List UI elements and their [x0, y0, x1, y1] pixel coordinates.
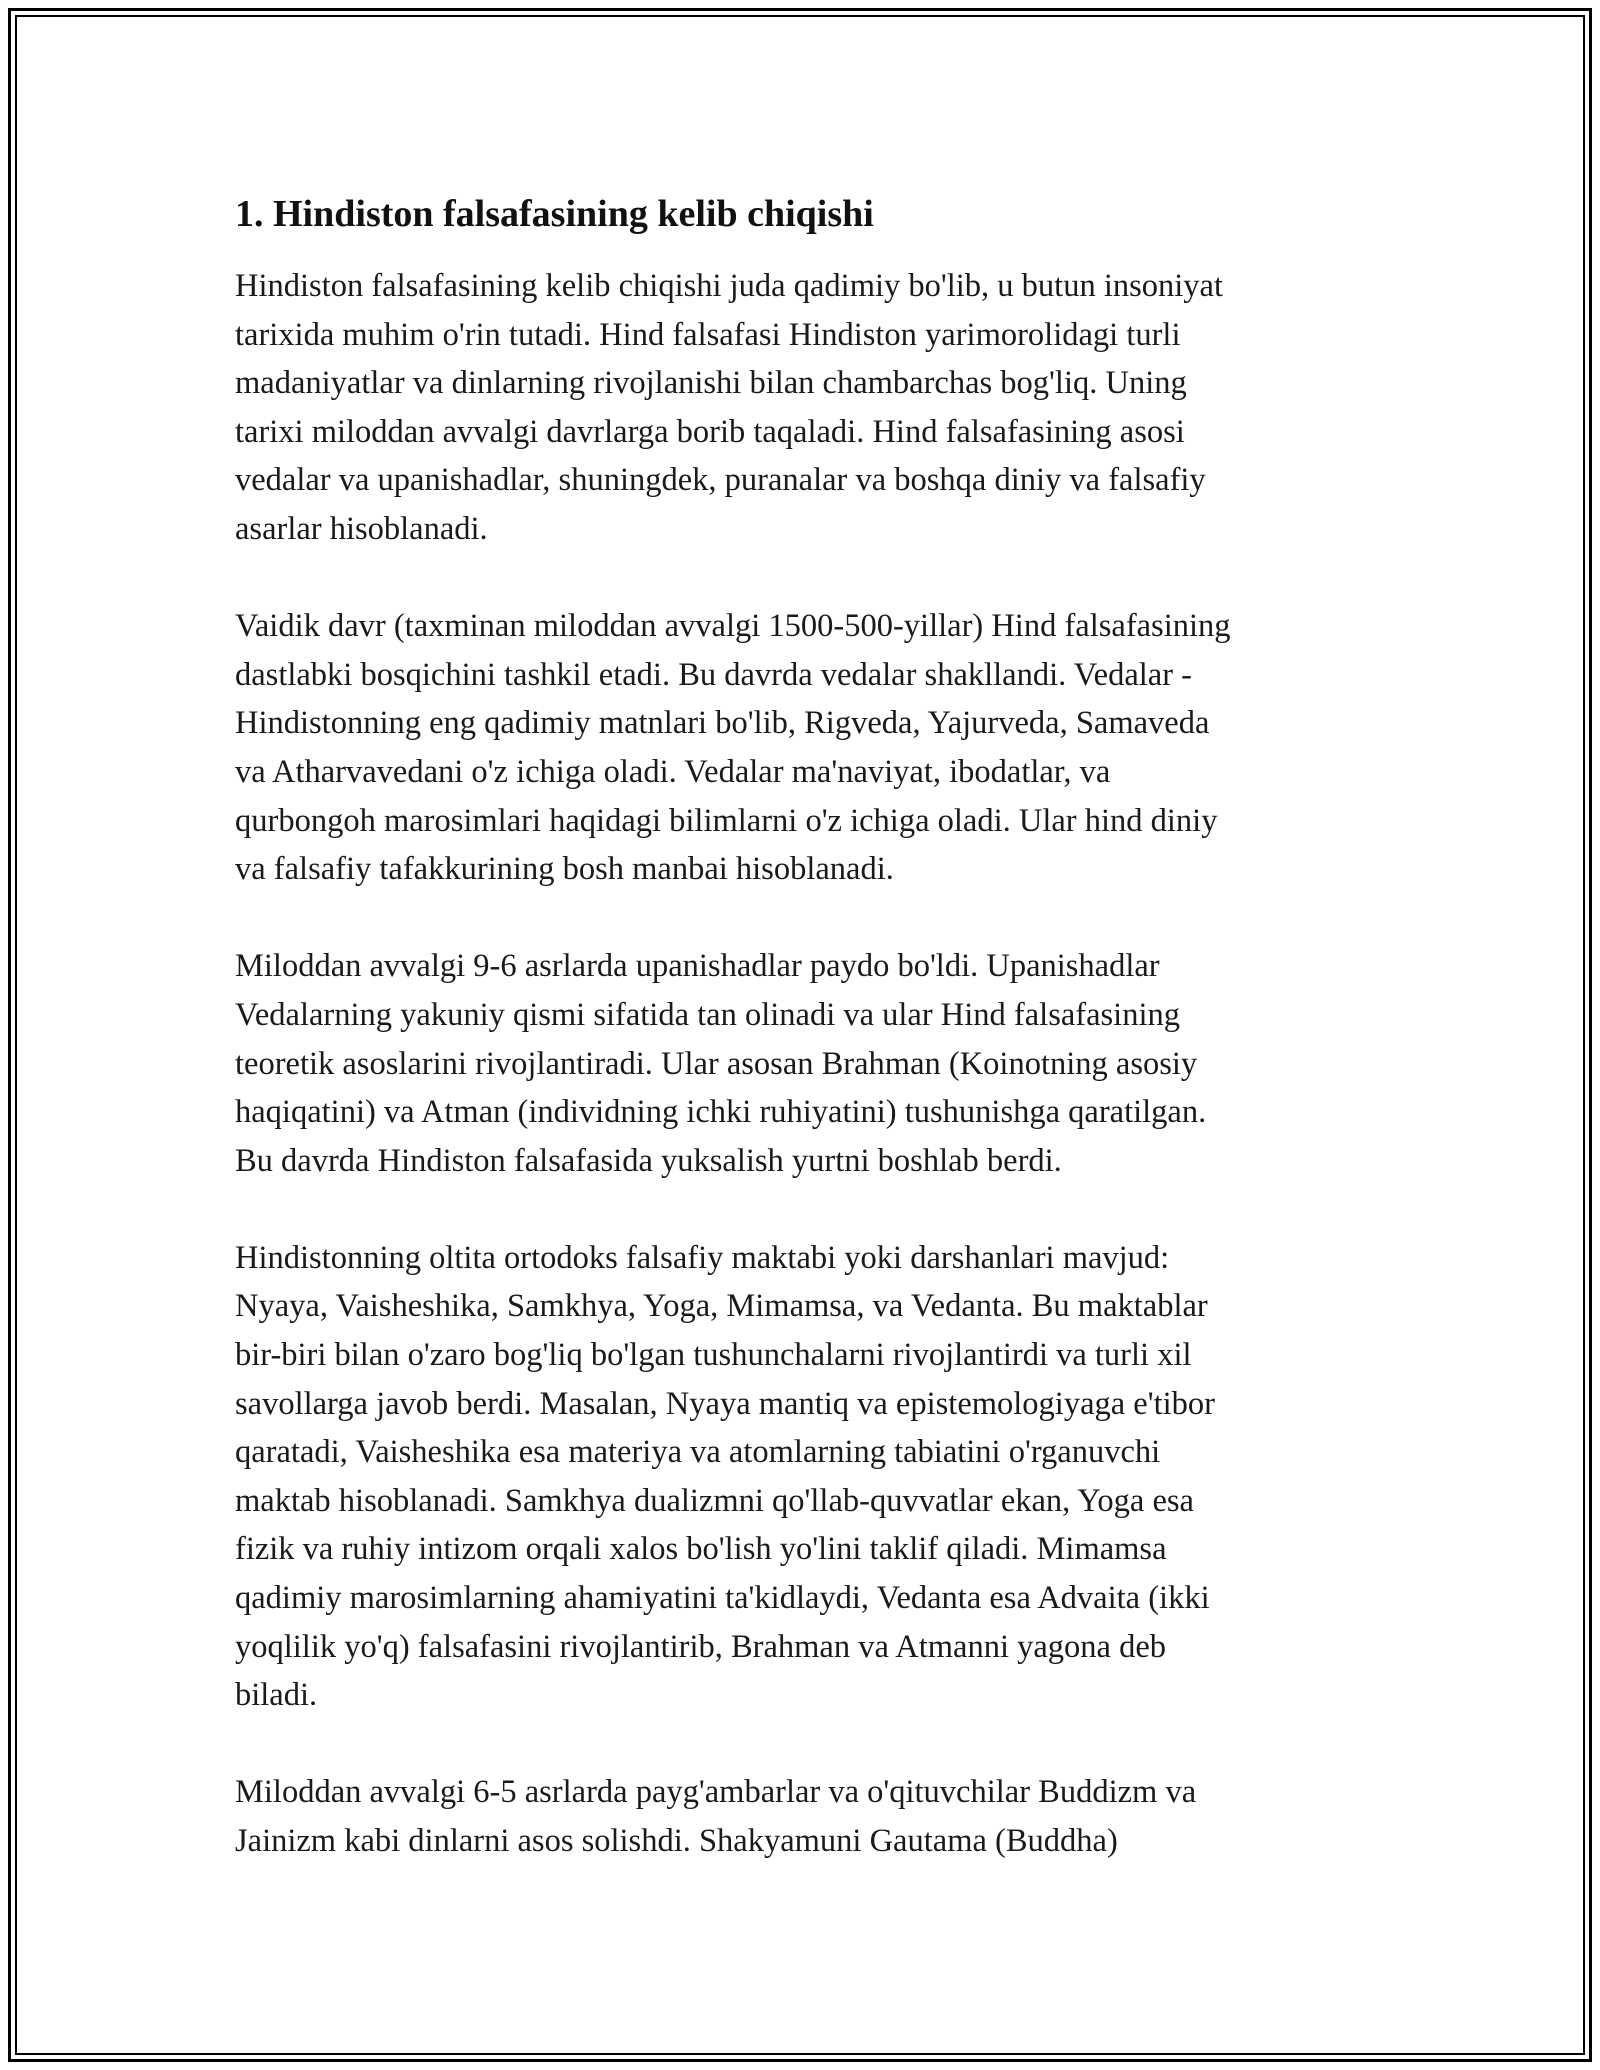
paragraph-line: Hindistonning oltita ortodoks falsafiy maktabi yoki darshanlari mavjud: — [235, 1239, 1170, 1276]
paragraph-line: vedalar va upanishadlar, shuningdek, puranalar va boshqa diniy va falsafiy — [235, 462, 1206, 499]
paragraph-line: Bu davrda Hindiston falsafasida yuksalish yurtni boshlab berdi. — [235, 1142, 1062, 1179]
paragraph-line: Miloddan avvalgi 6-5 asrlarda payg'ambarlar va o'qituvchilar Buddizm va — [235, 1774, 1197, 1811]
paragraph-line: yoqlilik yo'q) falsafasini rivojlantirib, Brahman va Atmanni yagona deb — [235, 1628, 1166, 1665]
paragraph-line: haqiqatini) va Atman (individning ichki ruhiyatini) tushunishga qaratilgan. — [235, 1094, 1207, 1131]
paragraph-line: Jainizm kabi dinlarni asos solishdi. Shakyamuni Gautama (Buddha) — [235, 1823, 1118, 1859]
body-paragraph — [235, 1768, 1385, 1865]
document-body — [235, 190, 1385, 1914]
paragraph-line: maktab hisoblanadi. Samkhya dualizmni qo'llab-quvvatlar ekan, Yoga esa — [235, 1482, 1194, 1519]
body-paragraph — [235, 602, 1385, 894]
paragraph-line: fizik va ruhiy intizom orqali xalos bo'lish yo'lini taklif qiladi. Mimamsa — [235, 1531, 1167, 1568]
paragraph-line: va falsafiy tafakkurining bosh manbai hisoblanadi. — [235, 851, 894, 888]
body-paragraph — [235, 262, 1385, 554]
paragraph-line: dastlabki bosqichini tashkil etadi. Bu davrda vedalar shakllandi. Vedalar - — [235, 656, 1192, 693]
paragraph-line: Miloddan avvalgi 9-6 asrlarda upanishadlar paydo bo'ldi. Upanishadlar — [235, 948, 1160, 985]
paragraph-line: va Atharvavedani o'z ichiga oladi. Vedalar ma'naviyat, ibodatlar, va — [235, 753, 1111, 790]
body-paragraph — [235, 1234, 1385, 1720]
paragraph-line: savollarga javob berdi. Masalan, Nyaya mantiq va epistemologiyaga e'tibor — [235, 1385, 1215, 1422]
paragraph-line: bir-biri bilan o'zaro bog'liq bo'lgan tushunchalarni rivojlantirdi va turli xil — [235, 1337, 1192, 1374]
paragraph-container — [235, 262, 1385, 1866]
paragraph-line: qurbongoh marosimlari haqidagi bilimlarni o'z ichiga oladi. Ular hind diniy — [235, 802, 1218, 839]
paragraph-line: Hindistonning eng qadimiy matnlari bo'lib, Rigveda, Yajurveda, Samaveda — [235, 705, 1210, 742]
section-heading: 1. Hindiston falsafasining kelib chiqishi — [235, 193, 874, 235]
paragraph-line: Vaidik davr (taxminan miloddan avvalgi 1500-500-yillar) Hind falsafasining — [235, 608, 1231, 645]
body-paragraph — [235, 942, 1385, 1185]
paragraph-line: Vedalarning yakuniy qismi sifatida tan olinadi va ular Hind falsafasining — [235, 996, 1180, 1033]
paragraph-line: tarixi miloddan avvalgi davrlarga borib taqaladi. Hind falsafasining asosi — [235, 413, 1185, 450]
paragraph-line: teoretik asoslarini rivojlantiradi. Ular asosan Brahman (Koinotning asosiy — [235, 1045, 1198, 1082]
paragraph-line: asarlar hisoblanadi. — [235, 510, 488, 547]
paragraph-line: biladi. — [235, 1677, 318, 1714]
paragraph-line: madaniyatlar va dinlarning rivojlanishi bilan chambarchas bog'liq. Uning — [235, 365, 1187, 402]
paragraph-line: qadimiy marosimlarning ahamiyatini ta'kidlaydi, Vedanta esa Advaita (ikki — [235, 1580, 1210, 1617]
paragraph-line: Nyaya, Vaisheshika, Samkhya, Yoga, Mimamsa, va Vedanta. Bu maktablar — [235, 1288, 1208, 1325]
paragraph-line: Hindiston falsafasining kelib chiqishi juda qadimiy bo'lib, u butun insoniyat — [235, 268, 1223, 304]
paragraph-line: tarixida muhim o'rin tutadi. Hind falsafasi Hindiston yarimorolidagi turli — [235, 316, 1181, 353]
paragraph-line: qaratadi, Vaisheshika esa materiya va atomlarning tabiatini o'rganuvchi — [235, 1434, 1161, 1471]
